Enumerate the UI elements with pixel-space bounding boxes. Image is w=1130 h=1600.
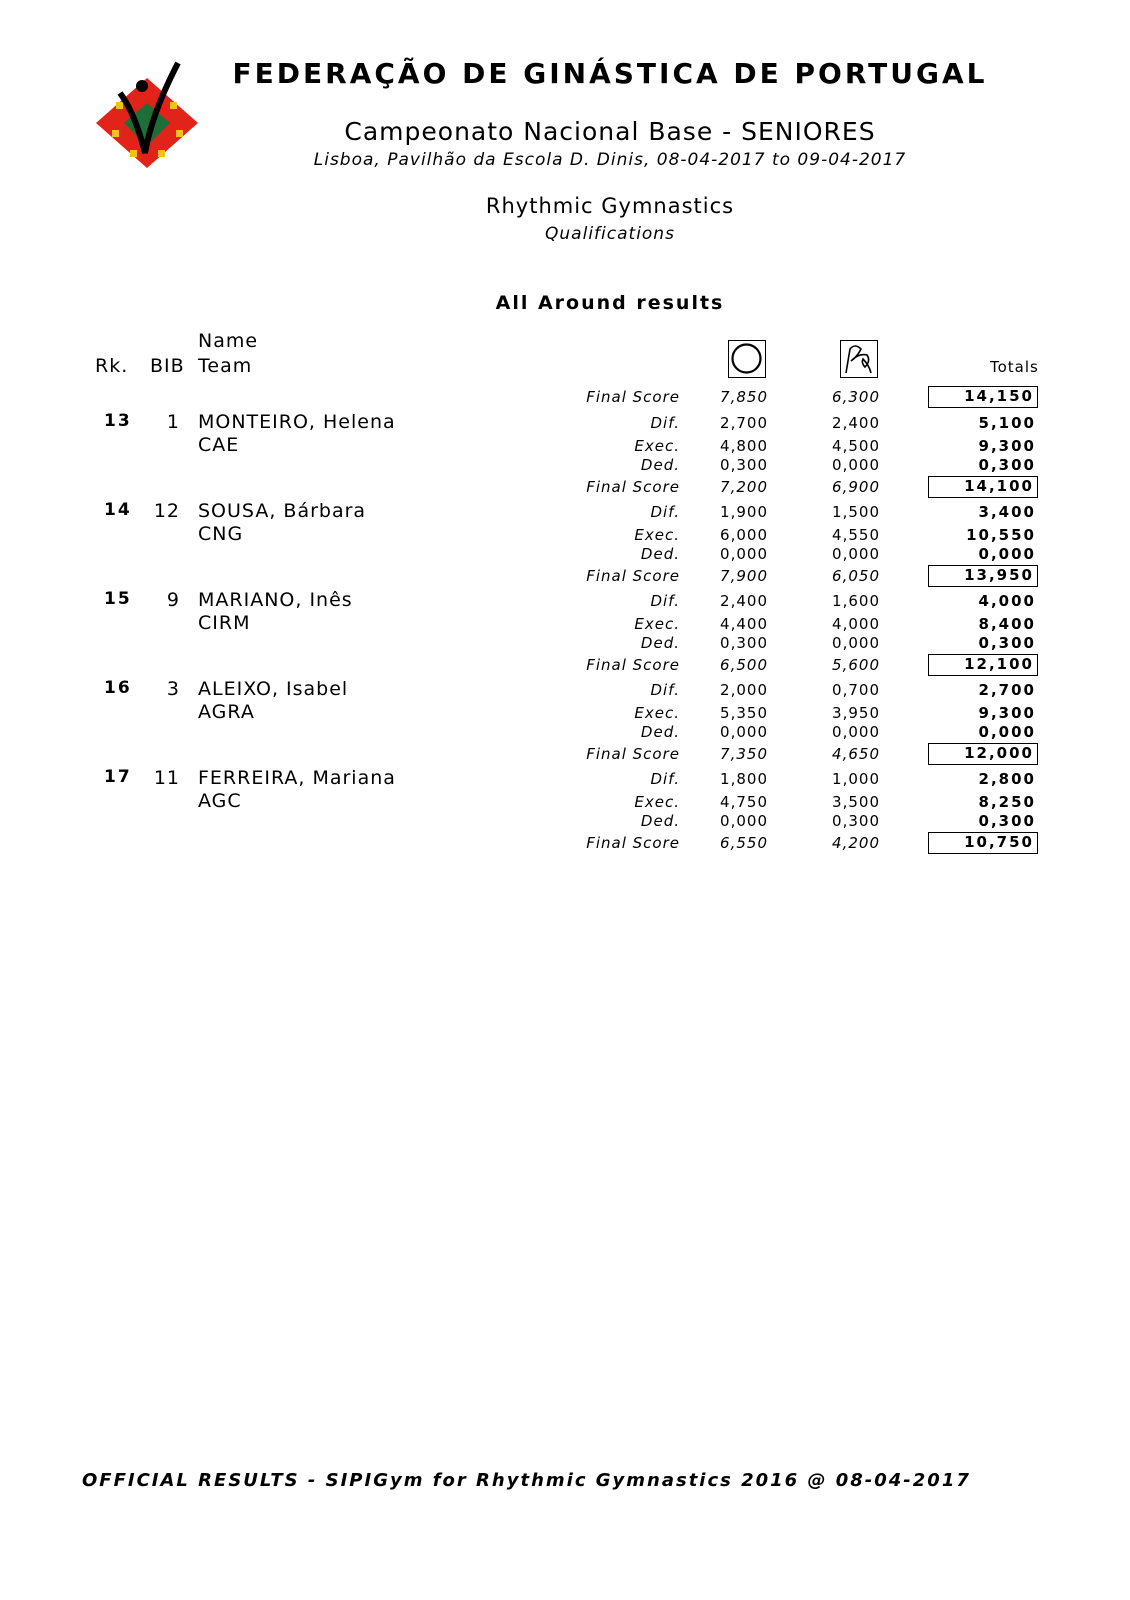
- dif-label: Dif.: [650, 414, 680, 432]
- final-app1: 6,550: [720, 834, 768, 852]
- final-total-box: 14,100: [928, 476, 1038, 498]
- dif-app2: 1,500: [832, 503, 880, 521]
- athlete-bib: 12: [153, 500, 180, 522]
- exec-label: Exec.: [634, 793, 680, 811]
- dif-total: 5,100: [978, 414, 1036, 432]
- col-rank: Rk.: [95, 355, 129, 377]
- competition-title: Campeonato Nacional Base - SENIORES: [344, 117, 876, 146]
- final-total-box: 12,100: [928, 654, 1038, 676]
- ded-label: Ded.: [640, 456, 680, 474]
- ded-label: Ded.: [640, 545, 680, 563]
- ded-app1: 0,300: [720, 634, 768, 652]
- final-score-label: Final Score: [586, 388, 680, 406]
- final-app2: 6,300: [832, 388, 880, 406]
- phase: Qualifications: [545, 224, 675, 244]
- final-total-box: 13,950: [928, 565, 1038, 587]
- col-bib: BIB: [150, 355, 185, 377]
- athlete-name: MONTEIRO, Helena: [198, 411, 396, 433]
- hoop-icon: [728, 340, 766, 378]
- final-app1: 7,850: [720, 388, 768, 406]
- ded-label: Ded.: [640, 812, 680, 830]
- exec-app1: 5,350: [720, 704, 768, 722]
- exec-app2: 3,500: [832, 793, 880, 811]
- discipline: Rhythmic Gymnastics: [485, 194, 735, 218]
- athlete-rank: 15: [104, 589, 132, 609]
- dif-total: 3,400: [978, 503, 1036, 521]
- athlete-rank: 13: [104, 411, 132, 431]
- exec-app1: 4,800: [720, 437, 768, 455]
- exec-app2: 4,000: [832, 615, 880, 633]
- athlete-team: AGC: [198, 790, 242, 812]
- dif-app2: 0,700: [832, 681, 880, 699]
- exec-total: 9,300: [978, 704, 1036, 722]
- final-app2: 4,650: [832, 745, 880, 763]
- athlete-bib: 1: [166, 411, 180, 433]
- final-app2: 5,600: [832, 656, 880, 674]
- federation-title: FEDERAÇÃO DE GINÁSTICA DE PORTUGAL: [232, 57, 988, 90]
- exec-total: 8,250: [978, 793, 1036, 811]
- ded-app1: 0,000: [720, 812, 768, 830]
- final-app1: 7,200: [720, 478, 768, 496]
- athlete-team: CNG: [198, 523, 244, 545]
- dif-label: Dif.: [650, 503, 680, 521]
- section-title: All Around results: [495, 292, 725, 314]
- final-score-label: Final Score: [586, 834, 680, 852]
- exec-label: Exec.: [634, 615, 680, 633]
- exec-label: Exec.: [634, 437, 680, 455]
- final-app2: 6,900: [832, 478, 880, 496]
- dif-app1: 1,900: [720, 503, 768, 521]
- exec-app2: 4,500: [832, 437, 880, 455]
- final-app1: 6,500: [720, 656, 768, 674]
- ded-total: 0,000: [978, 723, 1036, 741]
- dif-label: Dif.: [650, 770, 680, 788]
- footer: OFFICIAL RESULTS - SIPIGym for Rhythmic Gymnastics 2016 @ 08-04-2017: [82, 1470, 971, 1491]
- ded-total: 0,300: [978, 812, 1036, 830]
- ded-app1: 0,300: [720, 456, 768, 474]
- final-score-label: Final Score: [586, 567, 680, 585]
- col-totals: Totals: [990, 358, 1039, 376]
- dif-app1: 2,700: [720, 414, 768, 432]
- exec-total: 8,400: [978, 615, 1036, 633]
- ded-app2: 0,300: [832, 812, 880, 830]
- exec-app2: 4,550: [832, 526, 880, 544]
- exec-app1: 4,400: [720, 615, 768, 633]
- dif-app2: 1,000: [832, 770, 880, 788]
- ded-app2: 0,000: [832, 634, 880, 652]
- exec-label: Exec.: [634, 526, 680, 544]
- col-name: Name: [198, 330, 259, 352]
- final-total-box: 10,750: [928, 832, 1038, 854]
- exec-label: Exec.: [634, 704, 680, 722]
- exec-app1: 4,750: [720, 793, 768, 811]
- final-total-box: 12,000: [928, 743, 1038, 765]
- athlete-rank: 14: [104, 500, 132, 520]
- exec-total: 10,550: [966, 526, 1036, 544]
- ded-total: 0,300: [978, 634, 1036, 652]
- athlete-bib: 3: [166, 678, 180, 700]
- ded-app2: 0,000: [832, 545, 880, 563]
- dif-app2: 1,600: [832, 592, 880, 610]
- ded-total: 0,300: [978, 456, 1036, 474]
- dif-app1: 2,400: [720, 592, 768, 610]
- ded-app1: 0,000: [720, 545, 768, 563]
- exec-total: 9,300: [978, 437, 1036, 455]
- final-total-box: 14,150: [928, 386, 1038, 408]
- athlete-name: SOUSA, Bárbara: [198, 500, 367, 522]
- ribbon-icon: [840, 340, 878, 378]
- final-app1: 7,900: [720, 567, 768, 585]
- athlete-team: CAE: [198, 434, 240, 456]
- ded-app1: 0,000: [720, 723, 768, 741]
- venue-dates: Lisboa, Pavilhão da Escola D. Dinis, 08-04-2017 to 09-04-2017: [313, 150, 907, 170]
- dif-total: 2,800: [978, 770, 1036, 788]
- dif-label: Dif.: [650, 681, 680, 699]
- athlete-rank: 16: [104, 678, 132, 698]
- athlete-rank: 17: [104, 767, 132, 787]
- dif-label: Dif.: [650, 592, 680, 610]
- final-score-label: Final Score: [586, 656, 680, 674]
- dif-total: 4,000: [978, 592, 1036, 610]
- dif-app1: 1,800: [720, 770, 768, 788]
- athlete-bib: 9: [166, 589, 180, 611]
- athlete-name: ALEIXO, Isabel: [198, 678, 349, 700]
- final-app1: 7,350: [720, 745, 768, 763]
- ded-app2: 0,000: [832, 456, 880, 474]
- athlete-name: MARIANO, Inês: [198, 589, 353, 611]
- athlete-team: AGRA: [198, 701, 255, 723]
- exec-app1: 6,000: [720, 526, 768, 544]
- dif-total: 2,700: [978, 681, 1036, 699]
- ded-app2: 0,000: [832, 723, 880, 741]
- final-app2: 4,200: [832, 834, 880, 852]
- dif-app2: 2,400: [832, 414, 880, 432]
- dif-app1: 2,000: [720, 681, 768, 699]
- final-app2: 6,050: [832, 567, 880, 585]
- athlete-team: CIRM: [198, 612, 251, 634]
- ded-total: 0,000: [978, 545, 1036, 563]
- final-score-label: Final Score: [586, 478, 680, 496]
- athlete-name: FERREIRA, Mariana: [198, 767, 396, 789]
- ded-label: Ded.: [640, 634, 680, 652]
- athlete-bib: 11: [153, 767, 180, 789]
- col-team: Team: [198, 355, 253, 377]
- exec-app2: 3,950: [832, 704, 880, 722]
- ded-label: Ded.: [640, 723, 680, 741]
- final-score-label: Final Score: [586, 745, 680, 763]
